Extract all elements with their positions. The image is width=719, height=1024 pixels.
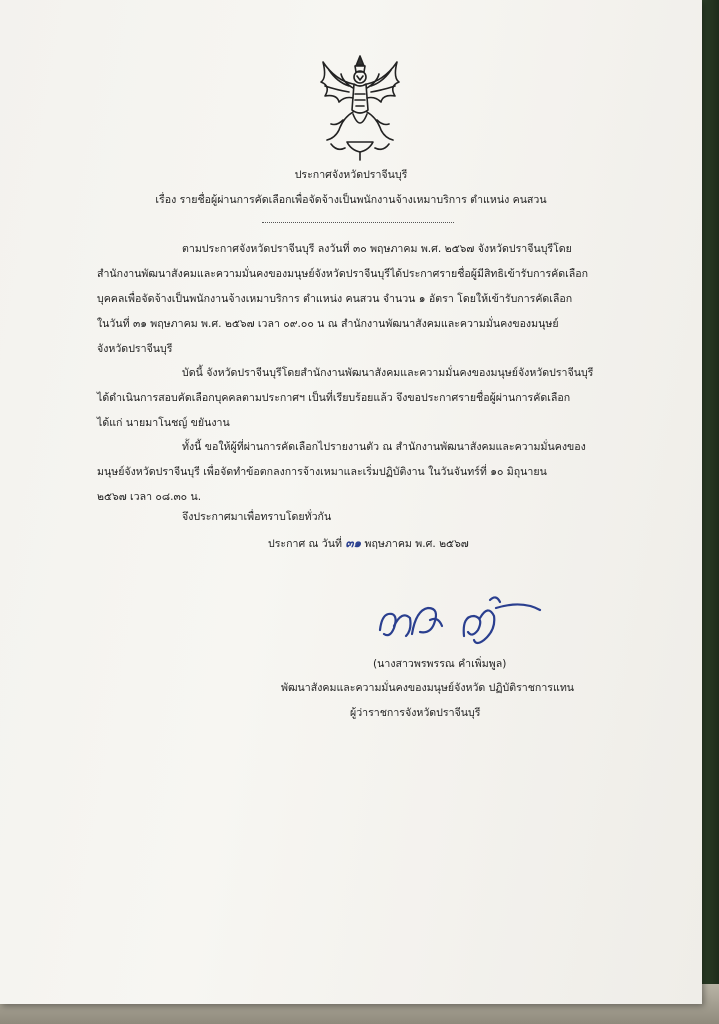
paragraph-line: มนุษย์จังหวัดปราจีนบุรี เพื่อจัดทำข้อตกลงการจ้างเหมาและเริ่มปฏิบัติงาน ในวันจันทร์ที่ ๑๐ มิถุนายน — [97, 466, 547, 478]
paragraph-line: จังหวัดปราจีนบุรี — [97, 343, 173, 355]
handwritten-signature — [372, 590, 552, 650]
paragraph-1 — [97, 240, 617, 365]
paragraph-line: ได้แก่ นายมาโนชญ์ ขยันงาน — [97, 417, 230, 429]
paragraph-line: ตามประกาศจังหวัดปราจีนบุรี ลงวันที่ ๓๐ พฤษภาคม พ.ศ. ๒๕๖๗ จังหวัดปราจีนบุรีโดย — [182, 243, 572, 255]
paragraph-line: ในวันที่ ๓๑ พฤษภาคม พ.ศ. ๒๕๖๗ เวลา ๐๙.๐๐ น ณ สำนักงานพัฒนาสังคมและความมั่นคงของมนุษย์ — [97, 318, 559, 330]
paragraph-line: ได้ดำเนินการสอบคัดเลือกบุคคลตามประกาศฯ เป็นที่เรียบร้อยแล้ว จึงขอประกาศรายชื่อผู้ผ่านการคัดเลือก — [97, 392, 571, 404]
date-suffix: พฤษภาคม พ.ศ. ๒๕๖๗ — [364, 538, 469, 550]
paragraph-line: บัดนี้ จังหวัดปราจีนบุรีโดยสำนักงานพัฒนาสังคมและความมั่นคงของมนุษย์จังหวัดปราจีนบุรี — [182, 367, 594, 379]
announcement-date — [268, 537, 469, 550]
announcement-subject: เรื่อง รายชื่อผู้ผ่านการคัดเลือกเพื่อจัดจ้างเป็นพนักงานจ้างเหมาบริการ ตำแหน่ง คนสวน — [155, 194, 547, 206]
garuda-emblem-icon — [313, 52, 407, 162]
paragraph-line: สำนักงานพัฒนาสังคมและความมั่นคงของมนุษย์จังหวัดปราจีนบุรีได้ประกาศรายชื่อผู้มีสิทธิเข้ารับการคัดเลือก — [97, 268, 588, 280]
signatory-position: พัฒนาสังคมและความมั่นคงของมนุษย์จังหวัด ปฏิบัติราชการแทน — [281, 682, 575, 694]
paragraph-line: บุคคลเพื่อจัดจ้างเป็นพนักงานจ้างเหมาบริการ ตำแหน่ง คนสวน จำนวน ๑ อัตรา โดยให้เข้ารับการคัดเลือก — [97, 293, 573, 305]
paragraph-3 — [97, 438, 617, 513]
closing-line: จึงประกาศมาเพื่อทราบโดยทั่วกัน — [182, 511, 332, 523]
announcement-title: ประกาศจังหวัดปราจีนบุรี — [294, 169, 408, 181]
date-prefix: ประกาศ ณ วันที่ — [268, 538, 342, 550]
signatory-governor-title: ผู้ว่าราชการจังหวัดปราจีนบุรี — [350, 707, 481, 719]
handwritten-day: ๓๑ — [345, 536, 362, 550]
paragraph-line: ทั้งนี้ ขอให้ผู้ที่ผ่านการคัดเลือกไปรายงานตัว ณ สำนักงานพัฒนาสังคมและความมั่นคงของ — [182, 441, 586, 453]
dotted-divider — [262, 222, 454, 223]
signatory-name: (นางสาวพรพรรณ คำเพิ่มพูล) — [373, 658, 507, 670]
paragraph-line: ๒๕๖๗ เวลา ๐๘.๓๐ น. — [97, 491, 202, 503]
paragraph-2 — [97, 364, 617, 439]
